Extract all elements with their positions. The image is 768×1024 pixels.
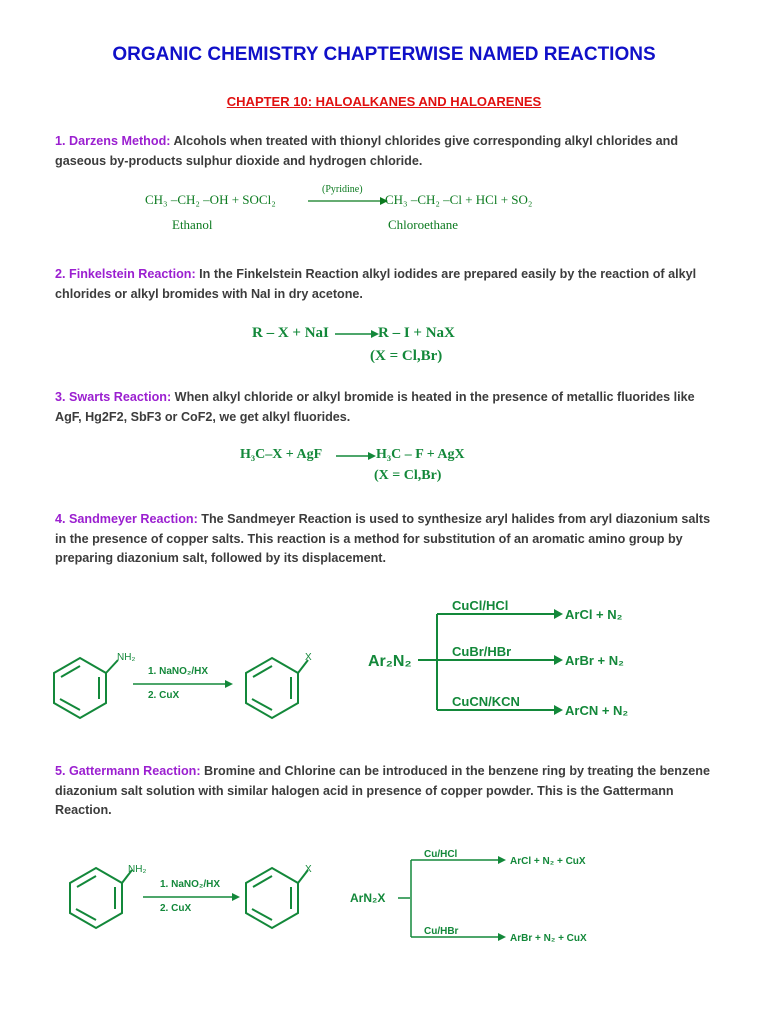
branch-reagent: CuCN/KCN	[452, 694, 520, 709]
benzene-ring-icon	[246, 658, 308, 718]
benzene-ring-icon	[246, 868, 308, 928]
halide-substituent: X	[305, 652, 312, 663]
sandmeyer-scheme	[0, 590, 768, 730]
reaction-description: Alcohols when treated with thionyl chlorides give corresponding alkyl chlorides and gaseous by-products sulphur dioxide and hydrogen chloride.	[55, 134, 679, 168]
gattermann-scheme	[0, 840, 768, 960]
equation-rhs: R – I + NaX	[378, 325, 455, 341]
reagent-step1: 1. NaNO₂/HX	[160, 879, 221, 890]
reaction-name: 4. Sandmeyer Reaction:	[55, 512, 198, 526]
branch-product: ArBr + N₂ + CuX	[510, 933, 587, 944]
reaction-description: Bromine and Chlorine can be introduced in the benzene ring by treating the benzene diazonium salt solution with similar halogen acid in presence of copper powder. This is the Gattermann Reaction.	[55, 764, 710, 817]
section-gattermann	[55, 762, 720, 821]
chapter-heading: CHAPTER 10: HALOALKANES AND HALOARENES	[226, 94, 542, 109]
equation-lhs: CH₃ –CH₂ –OH + SOCl₂	[145, 192, 276, 207]
section-finkelstein	[55, 265, 720, 304]
section-swarts	[55, 388, 720, 427]
branch-reagent: Cu/HCl	[424, 849, 458, 860]
reaction-description: The Sandmeyer Reaction is used to synthesize aryl halides from aryl diazonium salts in the presence of copper salts. This reaction is a method for substitution of an aromatic amino group by preparing diazonium salt, followed by its displacement.	[55, 512, 711, 565]
reactant-label: Ethanol	[172, 217, 213, 232]
equation-rhs: H₃C – F + AgX	[376, 447, 465, 462]
reaction-description: When alkyl chloride or alkyl bromide is heated in the presence of metallic fluorides like AgF, Hg2F2, SbF3 or CoF2, we get alkyl fluorides.	[55, 390, 695, 424]
branch-product: ArCl + N₂ + CuX	[510, 856, 586, 867]
section-sandmeyer	[55, 510, 720, 569]
reaction-name: 5. Gattermann Reaction:	[55, 764, 201, 778]
equation-condition: (Pyridine)	[322, 184, 363, 195]
page-title: ORGANIC CHEMISTRY CHAPTERWISE NAMED REACTIONS	[112, 44, 656, 65]
product-label: Chloroethane	[388, 217, 459, 232]
reaction-name: 2. Finkelstein Reaction:	[55, 267, 196, 281]
halogen-note: (X = Cl,Br)	[374, 468, 442, 483]
branch-product: ArCN + N₂	[565, 703, 629, 718]
reaction-arrow-icon	[308, 195, 388, 207]
branch-product: ArCl + N₂	[565, 607, 623, 622]
reaction-name: 1. Darzens Method:	[55, 134, 171, 148]
halogen-note: (X = Cl,Br)	[370, 348, 443, 364]
amine-substituent: NH₂	[117, 652, 136, 663]
benzene-ring-icon	[54, 658, 118, 718]
equation-lhs: H₃C–X + AgF	[240, 447, 323, 462]
benzene-ring-icon	[70, 868, 132, 928]
halide-substituent: X	[305, 864, 312, 875]
diazonium-salt: Ar₂N₂	[368, 653, 412, 670]
reagent-step2: 2. CuX	[148, 690, 180, 701]
equation-lhs: R – X + NaI	[252, 325, 329, 341]
reaction-arrow-icon	[225, 680, 233, 688]
branch-reagent: CuBr/HBr	[452, 644, 512, 659]
reaction-name: 3. Swarts Reaction:	[55, 390, 172, 404]
reaction-description: In the Finkelstein Reaction alkyl iodides are prepared easily by the reaction of alkyl chlorides or alkyl bromides with NaI in dry acetone.	[55, 267, 697, 301]
diazonium-salt: ArN₂X	[350, 891, 386, 905]
amine-substituent: NH₂	[128, 864, 147, 875]
reagent-step2: 2. CuX	[160, 903, 192, 914]
reaction-arrow-icon	[336, 450, 376, 462]
branch-product: ArBr + N₂	[565, 653, 624, 668]
branch-reagent: Cu/HBr	[424, 926, 459, 937]
branch-reagent: CuCl/HCl	[452, 598, 509, 613]
reaction-arrow-icon	[232, 893, 240, 901]
equation-rhs: CH₃ –CH₂ –Cl + HCl + SO₂	[385, 192, 533, 207]
section-darzens	[55, 132, 720, 171]
reagent-step1: 1. NaNO₂/HX	[148, 666, 209, 677]
reaction-arrow-icon	[335, 328, 379, 340]
